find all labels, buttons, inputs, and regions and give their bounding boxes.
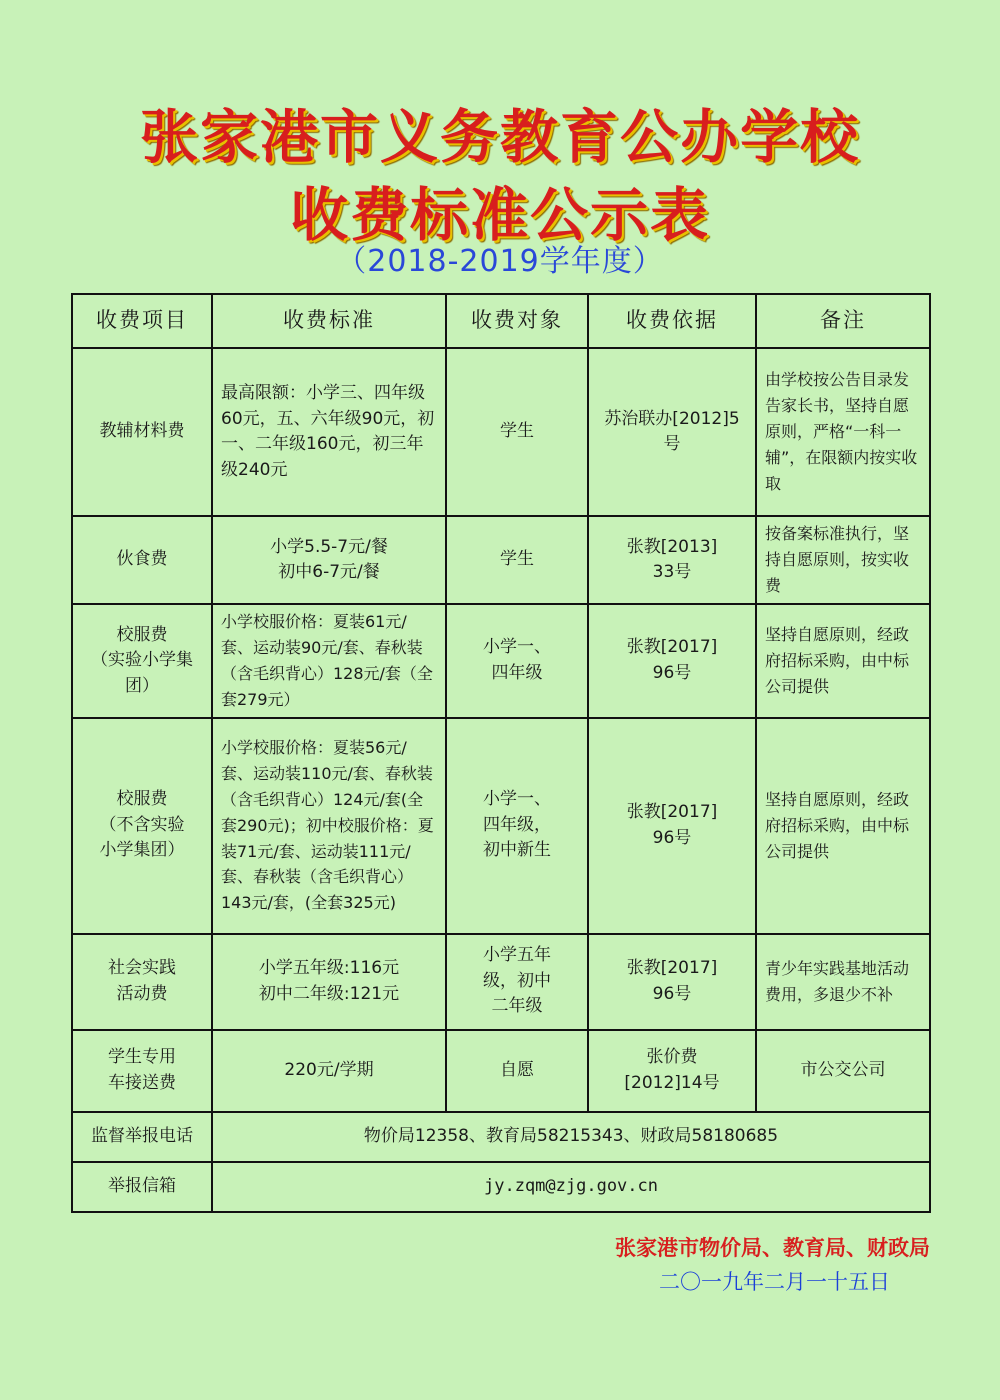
hotline-label: 监督举报电话 [72, 1112, 212, 1162]
fee-basis: 张教[2017] 96号 [588, 934, 756, 1030]
hotline-value: 物价局12358、教育局58215343、财政局58180685 [212, 1112, 930, 1162]
fee-basis: 张教[2017] 96号 [588, 718, 756, 934]
table-row [72, 934, 930, 1030]
table-row [72, 348, 930, 516]
table-row [72, 604, 930, 718]
fee-note: 市公交公司 [756, 1030, 930, 1112]
fee-standard: 小学校服价格：夏装61元/套、运动装90元/套、春秋装（含毛织背心）128元/套（全套279元） [212, 604, 446, 718]
header-cell: 收费标准 [212, 294, 446, 348]
fee-standard: 最高限额：小学三、四年级60元，五、六年级90元，初一、二年级160元，初三年级240元 [212, 348, 446, 516]
header-cell: 收费对象 [446, 294, 588, 348]
issue-date: 二〇一九年二月一十五日 [659, 1270, 890, 1294]
fee-target: 学生 [446, 348, 588, 516]
table-row [72, 718, 930, 934]
fee-basis: 苏治联办[2012]5号 [588, 348, 756, 516]
fee-item: 社会实践 活动费 [72, 934, 212, 1030]
mailbox-label: 举报信箱 [72, 1162, 212, 1212]
header-cell: 备注 [756, 294, 930, 348]
fee-target: 小学一、 四年级 [446, 604, 588, 718]
fee-note: 按备案标准执行，坚持自愿原则，按实收费 [756, 516, 930, 604]
fee-note: 坚持自愿原则，经政府招标采购，由中标公司提供 [756, 718, 930, 934]
fee-basis: 张价费 [2012]14号 [588, 1030, 756, 1112]
fee-target: 自愿 [446, 1030, 588, 1112]
table-header-row [72, 294, 930, 348]
header-cell: 收费项目 [72, 294, 212, 348]
fee-item: 校服费 （实验小学集团） [72, 604, 212, 718]
fee-note: 青少年实践基地活动费用，多退少不补 [756, 934, 930, 1030]
page-title-line1: 张家港市义务教育公办学校 [139, 103, 860, 171]
fee-item: 校服费 （不含实验 小学集团） [72, 718, 212, 934]
fee-basis: 张教[2013] 33号 [588, 516, 756, 604]
fee-target: 小学五年 级，初中 二年级 [446, 934, 588, 1030]
fee-target: 小学一、 四年级， 初中新生 [446, 718, 588, 934]
fee-target: 学生 [446, 516, 588, 604]
mailbox-row [72, 1162, 930, 1212]
fee-standard: 220元/学期 [212, 1030, 446, 1112]
fee-standard: 小学五年级:116元 初中二年级:121元 [212, 934, 446, 1030]
header-cell: 收费依据 [588, 294, 756, 348]
school-year: （2018-2019学年度） [336, 244, 664, 279]
fee-item: 伙食费 [72, 516, 212, 604]
fee-item: 学生专用 车接送费 [72, 1030, 212, 1112]
fee-item: 教辅材料费 [72, 348, 212, 516]
fee-table [71, 293, 931, 1213]
table-row [72, 516, 930, 604]
fee-standard: 小学5.5-7元/餐 初中6-7元/餐 [212, 516, 446, 604]
fee-basis: 张教[2017] 96号 [588, 604, 756, 718]
page-title-line2: 收费标准公示表 [289, 181, 710, 249]
fee-standard: 小学校服价格：夏装56元/套、运动装110元/套、春秋装（含毛织背心）124元/套(全套290元)；初中校服价格：夏装71元/套、运动装111元/套、春秋装（含毛织背心）143元/套，(全套325元) [212, 718, 446, 934]
table-row [72, 1030, 930, 1112]
fee-note: 坚持自愿原则，经政府招标采购，由中标公司提供 [756, 604, 930, 718]
fee-note: 由学校按公告目录发告家长书，坚持自愿原则，严格“一科一辅”，在限额内按实收取 [756, 348, 930, 516]
hotline-row [72, 1112, 930, 1162]
mailbox-value: jy.zqm@zjg.gov.cn [212, 1162, 930, 1212]
issuer: 张家港市物价局、教育局、财政局 [615, 1236, 930, 1260]
